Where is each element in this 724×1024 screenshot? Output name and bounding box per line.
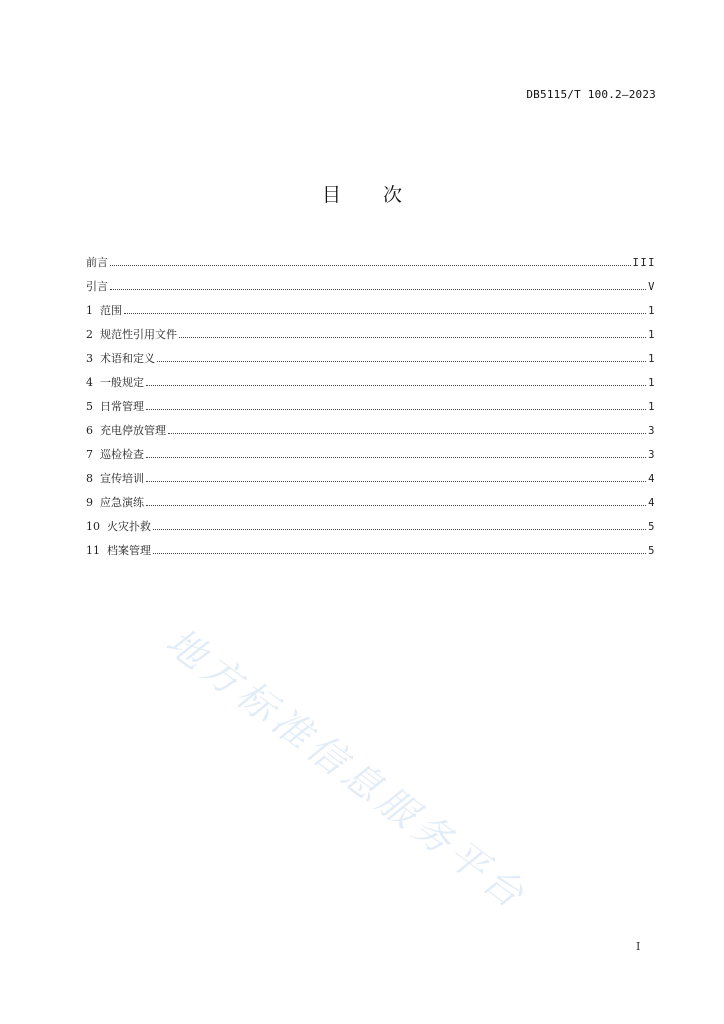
- toc-leader-dots: [146, 408, 646, 410]
- toc-entry-page: 5: [648, 521, 656, 533]
- toc-entry-page: 1: [648, 353, 656, 365]
- toc-leader-dots: [146, 384, 646, 386]
- toc-leader-dots: [146, 480, 646, 482]
- table-of-contents: [86, 255, 656, 567]
- toc-entry-page: V: [648, 281, 656, 293]
- watermark-text: 地方标准信息服务平台: [158, 619, 536, 920]
- toc-entry-label: 2 规范性引用文件: [86, 328, 177, 341]
- toc-leader-dots: [157, 360, 646, 362]
- toc-entry-normative-references[interactable]: [86, 327, 656, 351]
- toc-leader-dots: [168, 432, 646, 434]
- page-number: I: [636, 940, 641, 953]
- toc-entry-label: 1 范围: [86, 304, 122, 317]
- toc-entry-page: 1: [648, 377, 656, 389]
- toc-entry-label: 7 巡检检查: [86, 448, 144, 461]
- toc-entry-page: 1: [648, 329, 656, 341]
- toc-leader-dots: [110, 288, 646, 290]
- toc-entry-number: 2: [86, 328, 93, 341]
- toc-leader-dots: [153, 552, 646, 554]
- toc-entry-label: 5 日常管理: [86, 400, 144, 413]
- toc-entry-label: 3 术语和定义: [86, 352, 155, 365]
- toc-entry-page: 1: [648, 305, 656, 317]
- toc-entry-terms-definitions[interactable]: [86, 351, 656, 375]
- toc-entry-label: 引言: [86, 280, 108, 293]
- toc-title: 目 次: [321, 184, 421, 206]
- toc-entry-number: 10: [86, 520, 100, 533]
- toc-entry-label: 8 宣传培训: [86, 472, 144, 485]
- toc-entry-training[interactable]: [86, 471, 656, 495]
- toc-leader-dots: [146, 456, 646, 458]
- toc-entry-label: 11 档案管理: [86, 544, 151, 557]
- toc-entry-label: 6 充电停放管理: [86, 424, 166, 437]
- toc-entry-emergency-drill[interactable]: [86, 495, 656, 519]
- toc-entry-scope[interactable]: [86, 303, 656, 327]
- toc-leader-dots: [124, 312, 646, 314]
- toc-entry-label: 9 应急演练: [86, 496, 144, 509]
- toc-entry-daily-management[interactable]: [86, 399, 656, 423]
- toc-entry-foreword[interactable]: [86, 255, 656, 279]
- toc-entry-general-provisions[interactable]: [86, 375, 656, 399]
- toc-entry-number: 6: [86, 424, 93, 437]
- toc-entry-page: 4: [648, 473, 656, 485]
- toc-leader-dots: [153, 528, 646, 530]
- toc-entry-page: 3: [648, 425, 656, 437]
- toc-entry-introduction[interactable]: [86, 279, 656, 303]
- toc-entry-records-management[interactable]: [86, 543, 656, 567]
- toc-entry-page: 5: [648, 545, 656, 557]
- toc-entry-label: 10 火灾扑救: [86, 520, 151, 533]
- toc-entry-fire-fighting[interactable]: [86, 519, 656, 543]
- toc-entry-charging-parking[interactable]: [86, 423, 656, 447]
- toc-entry-number: 4: [86, 376, 93, 389]
- toc-entry-number: 1: [86, 304, 93, 317]
- toc-entry-number: 8: [86, 472, 93, 485]
- toc-entry-page: 3: [648, 449, 656, 461]
- toc-leader-dots: [110, 264, 631, 266]
- toc-entry-page: 4: [648, 497, 656, 509]
- document-code: DB5115/T 100.2—2023: [526, 88, 656, 101]
- toc-entry-label: 4 一般规定: [86, 376, 144, 389]
- toc-entry-number: 5: [86, 400, 93, 413]
- toc-leader-dots: [179, 336, 646, 338]
- toc-entry-number: 9: [86, 496, 93, 509]
- toc-entry-inspection[interactable]: [86, 447, 656, 471]
- toc-entry-number: 3: [86, 352, 93, 365]
- toc-entry-label: 前言: [86, 256, 108, 269]
- toc-leader-dots: [146, 504, 646, 506]
- toc-entry-number: 11: [86, 544, 100, 557]
- toc-entry-number: 7: [86, 448, 93, 461]
- toc-entry-page: III: [632, 257, 656, 269]
- toc-entry-page: 1: [648, 401, 656, 413]
